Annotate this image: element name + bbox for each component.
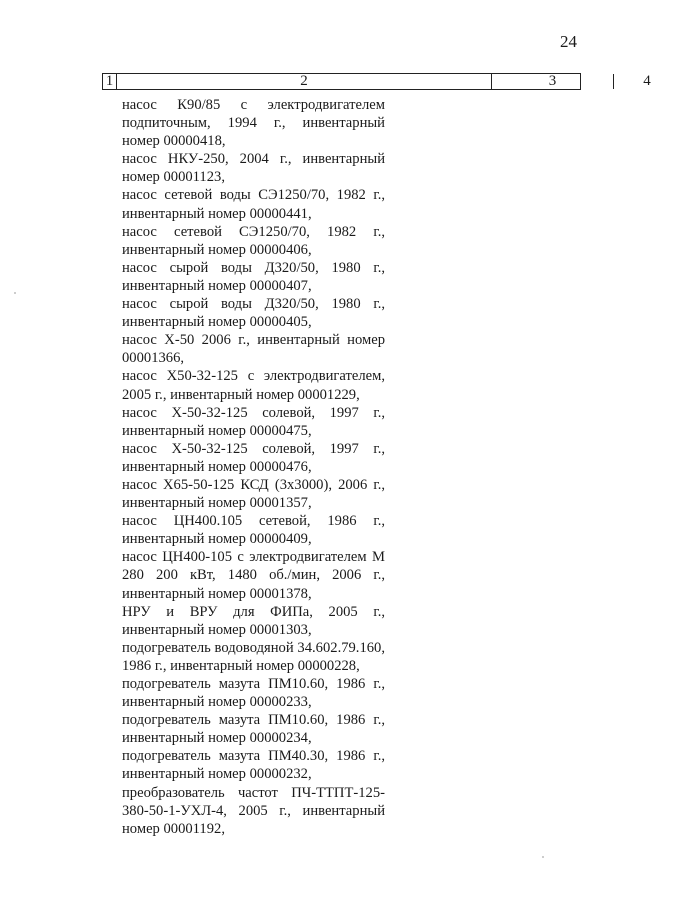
list-item: насос Х50-32-125 с электродвигателем, 2005 г., инвентарный номер 00001229, [122, 368, 385, 403]
list-item: насос НКУ-250, 2004 г., инвентарный номер 00001123, [122, 151, 385, 186]
list-item: насос ЦН400-105 с электродвигателем М 280 200 кВт, 1480 об./мин, 2006 г., инвентарный номер 00001378, [122, 549, 385, 602]
list-item: подогреватель мазута ПМ10.60, 1986 г., инвентарный номер 00000233, [122, 676, 385, 711]
list-item: подогреватель мазута ПМ10.60, 1986 г., инвентарный номер 00000234, [122, 712, 385, 747]
page-number: 24 [560, 32, 577, 51]
list-item: подогреватель мазута ПМ40.30, 1986 г., инвентарный номер 00000232, [122, 748, 385, 783]
list-item: НРУ и ВРУ для ФИПа, 2005 г., инвентарный номер 00001303, [122, 603, 385, 638]
list-item: подогреватель водоводяной 34.602.79.160, 1986 г., инвентарный номер 00000228, [122, 639, 385, 674]
list-item: насос сырой воды Д320/50, 1980 г., инвентарный номер 00000407, [122, 259, 385, 294]
scan-speck [14, 292, 16, 294]
table-header-row [102, 73, 651, 90]
column-2-header: 2 [117, 74, 492, 89]
list-item: насос Х-50 2006 г., инвентарный номер 00001366, [122, 332, 385, 367]
list-item: насос сетевой СЭ1250/70, 1982 г., инвентарный номер 00000406, [122, 223, 385, 258]
scan-speck [542, 856, 544, 858]
column-3-header: 3 [492, 74, 614, 89]
list-item: преобразователь частот ПЧ-ТТПТ-125-380-50-1-УХЛ-4, 2005 г., инвентарный номер 00001192, [122, 784, 385, 837]
list-item: насос Х-50-32-125 солевой, 1997 г., инвентарный номер 00000476, [122, 440, 385, 475]
list-item: насос сетевой воды СЭ1250/70, 1982 г., инвентарный номер 00000441, [122, 187, 385, 222]
column-1-header: 1 [103, 74, 117, 89]
list-item: насос К90/85 с электродвигателем подпиточным, 1994 г., инвентарный номер 00000418, [122, 97, 385, 150]
list-item: насос ЦН400.105 сетевой, 1986 г., инвентарный номер 00000409, [122, 513, 385, 548]
list-item: насос сырой воды Д320/50, 1980 г., инвентарный номер 00000405, [122, 296, 385, 331]
list-item: насос Х-50-32-125 солевой, 1997 г., инвентарный номер 00000475, [122, 404, 385, 439]
column-4-header: 4 [643, 73, 651, 89]
equipment-list [122, 96, 385, 838]
list-item: насос Х65-50-125 КСД (3х3000), 2006 г., инвентарный номер 00001357, [122, 476, 385, 512]
